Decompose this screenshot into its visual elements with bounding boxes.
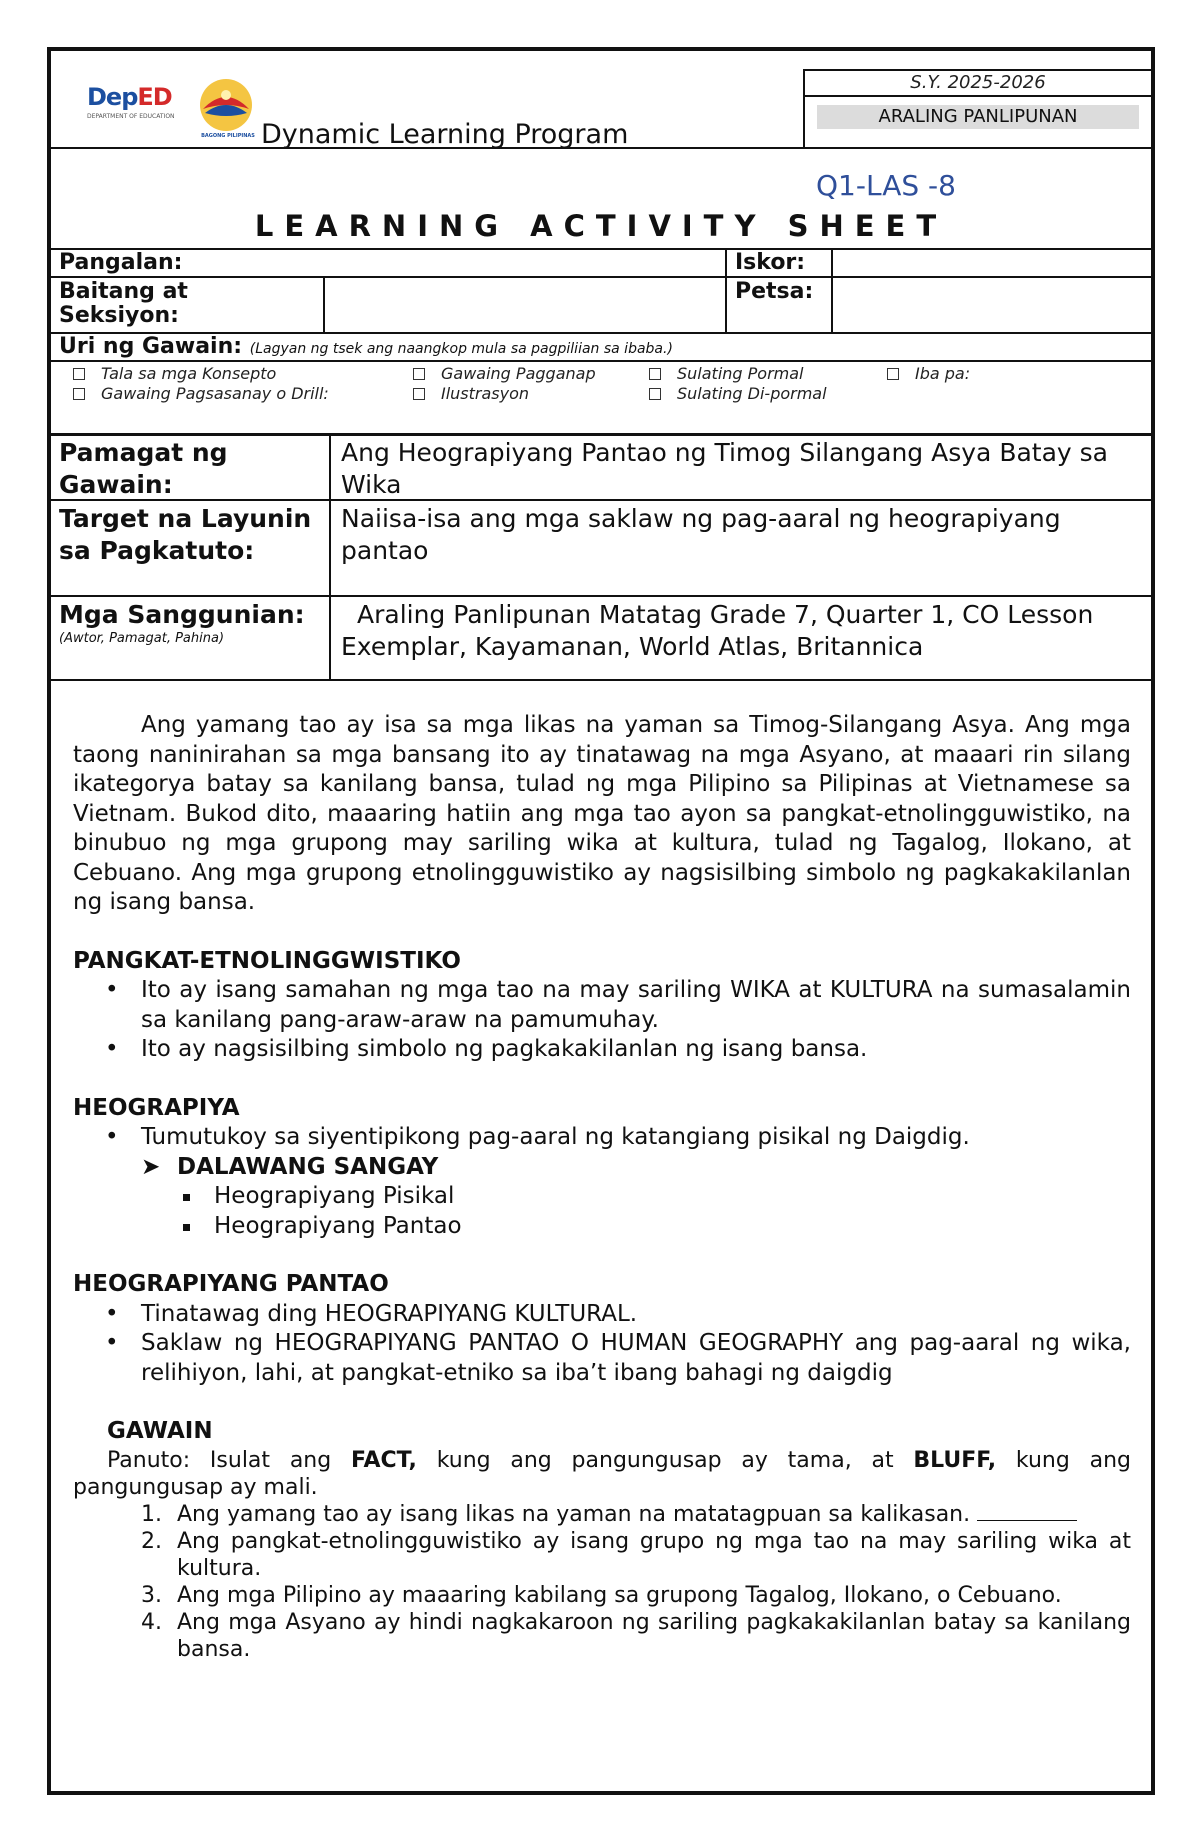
activity-item [141, 1501, 1131, 1528]
panuto-bluff: BLUFF, [913, 1447, 997, 1473]
option-iba-pa[interactable] [887, 364, 970, 384]
uri-label: Uri ng Gawain: [59, 334, 243, 359]
panuto-text: kung ang pangungusap ay tama, at [436, 1447, 894, 1473]
baitang-field[interactable] [325, 278, 723, 332]
baitang-label: Baitang at Seksiyon: [59, 279, 188, 328]
school-year: S.Y. 2025-2026 [805, 71, 1151, 97]
option-label: Tala sa mga Konsepto [101, 364, 277, 383]
pangalan-label: Pangalan: [59, 250, 183, 275]
iskor-label: Iskor: [735, 250, 806, 275]
option-tala[interactable] [73, 364, 276, 384]
heading-heograpiya: HEOGRAPIYA [73, 1094, 240, 1121]
checkbox-icon[interactable] [649, 368, 661, 380]
activity-items [73, 1501, 1131, 1663]
row-pangalan [51, 250, 1151, 278]
petsa-field[interactable] [833, 278, 1149, 332]
list-item: • Tumutukoy sa siyentipikong pag-aaral ng katangiang pisikal ng Daigdig. [141, 1123, 1131, 1153]
sanggunian-value: Araling Panlipunan Matatag Grade 7, Quarter 1, CO Lesson Exemplar, Kayamanan, World Atlas, Britannica [341, 600, 1094, 661]
checkbox-icon[interactable] [413, 368, 425, 380]
panuto-text: Panuto: Isulat ang [107, 1447, 332, 1473]
intro-paragraph: Ang yamang tao ay isa sa mga likas na yaman sa Timog-Silangang Asya. Ang mga taong naninirahan sa mga bansang ito ay tinatawag na mga Asyano, at maaari rin silang ikategorya batay sa kanilang bansa, tulad ng mga Pilipino sa Pilipinas at Vietnamese sa Vietnam. Bukod dito, maaaring hatiin ang mga tao ayon sa pangkat-etnolingguwistiko, na binubuo ng mga grupong may sariling wika at kultura, tulad ng Tagalog, Ilokano, at Cebuano. Ang mga grupong etnolingguwistiko ay nagsisilbing simbolo ng pagkakakilanlan ng isang bansa. [73, 712, 1131, 915]
list-item: • Saklaw ng HEOGRAPIYANG PANTAO O HUMAN GEOGRAPHY ang pag-aaral ng wika, relihiyon, lahi, at pangkat-etniko sa iba’t ibang bahagi ng daigdig [141, 1329, 1131, 1388]
page-frame [47, 47, 1155, 1795]
pamagat-value: Ang Heograpiyang Pantao ng Timog Silangang Asya Batay sa Wika [341, 438, 1108, 499]
program-title: Dynamic Learning Program [261, 119, 629, 150]
activity-details [51, 433, 1151, 681]
checkbox-icon[interactable] [413, 388, 425, 400]
option-label: Sulating Pormal [677, 364, 804, 383]
activity-item [141, 1609, 1131, 1663]
list-item: • Ito ay nagsisilbing simbolo ng pagkakakilanlan ng isang bansa. [141, 1035, 1131, 1065]
petsa-label: Petsa: [735, 279, 814, 304]
row-target [51, 501, 1151, 597]
row-pamagat [51, 435, 1151, 501]
option-label: Ilustrasyon [441, 384, 530, 403]
sheet-title: LEARNING ACTIVITY SHEET [254, 209, 948, 243]
sanggunian-label: Mga Sanggunian: [59, 600, 305, 629]
deped-logo: DepED DEPARTMENT OF EDUCATION [87, 83, 175, 120]
panuto [73, 1447, 1131, 1501]
arrow-icon: ➤ [141, 1153, 161, 1180]
option-gawaing-pagganap[interactable] [413, 364, 596, 384]
gawain-heading: GAWAIN [107, 1418, 213, 1444]
heograpiya-list [73, 1123, 1131, 1153]
logo-caption: BAGONG PILIPINAS [201, 133, 255, 139]
sangay-heading [73, 1153, 1131, 1183]
las-code: Q1-LAS -8 [816, 169, 956, 202]
pantao-list [73, 1300, 1131, 1389]
activity-type-options [51, 362, 1151, 436]
row-uri [51, 334, 1151, 362]
item-number: 2. [141, 1528, 162, 1554]
row-baitang [51, 278, 1151, 334]
sangay-item: Heograpiyang Pisikal [73, 1182, 1131, 1212]
checkbox-icon[interactable] [649, 388, 661, 400]
option-label: Gawaing Pagganap [441, 364, 596, 383]
lesson-content [73, 711, 1131, 1663]
option-label: Iba pa: [915, 364, 971, 383]
uri-label-line [51, 334, 1151, 362]
item-text: Ang mga Pilipino ay maaaring kabilang sa grupong Tagalog, Ilokano, o Cebuano. [177, 1582, 1062, 1608]
item-number: 3. [141, 1582, 162, 1608]
bagong-pilipinas-logo [193, 75, 261, 145]
sangay-label: DALAWANG SANGAY [177, 1153, 439, 1180]
student-info [51, 248, 1151, 436]
panuto-fact: FACT, [351, 1447, 417, 1473]
pangalan-field[interactable] [197, 250, 723, 276]
target-label: Target na Layunin sa Pagkatuto: [51, 501, 331, 595]
panuto-text: kung ang pangungusap ay mali. [73, 1447, 1131, 1500]
option-label: Gawaing Pagsasanay o Drill: [101, 384, 329, 403]
item-text: Ang pangkat-etnolingguwistiko ay isang grupo ng mga tao na may sariling wika at kultura. [177, 1528, 1131, 1581]
option-sulating-pormal[interactable] [649, 364, 804, 384]
option-drill[interactable] [73, 384, 329, 404]
item-number: 1. [141, 1501, 162, 1527]
checkbox-icon[interactable] [73, 368, 85, 380]
item-number: 4. [141, 1609, 162, 1635]
option-label: Sulating Di-pormal [677, 384, 827, 403]
uri-note: (Lagyan ng tsek ang naangkop mula sa pagpiliian sa ibaba.) [249, 341, 673, 357]
item-text: Ang mga Asyano ay hindi nagkakaroon ng sariling pagkakakilanlan batay sa kanilang bansa. [177, 1609, 1131, 1662]
pamagat-label: Pamagat ng Gawain: [51, 435, 331, 499]
item-text: Ang yamang tao ay isang likas na yaman na matatagpuan sa kalikasan. [177, 1501, 971, 1527]
list-item: • Ito ay isang samahan ng mga tao na may sariling WIKA at KULTURA na sumasalamin sa kanilang pang-araw-araw na pamumuhay. [141, 976, 1131, 1035]
checkbox-icon[interactable] [73, 388, 85, 400]
answer-blank[interactable] [977, 1501, 1077, 1521]
row-sanggunian [51, 597, 1151, 681]
school-year-box [803, 69, 1151, 149]
checkbox-icon[interactable] [887, 368, 899, 380]
sanggunian-sub: (Awtor, Pamagat, Pahina) [59, 631, 225, 646]
option-sulating-di-pormal[interactable] [649, 384, 827, 404]
sangay-item: Heograpiyang Pantao [73, 1212, 1131, 1242]
target-value: Naiisa-isa ang mga saklaw ng pag-aaral ng heograpiyang pantao [341, 504, 1061, 565]
heading-pangkat: PANGKAT-ETNOLINGGWISTIKO [73, 947, 461, 974]
sanggunian-cell [51, 597, 331, 679]
header [51, 51, 1151, 149]
subject-label: ARALING PANLIPUNAN [817, 105, 1139, 129]
heading-heograpiyang-pantao: HEOGRAPIYANG PANTAO [73, 1271, 389, 1297]
pangkat-list [73, 976, 1131, 1065]
list-item: • Tinatawag ding HEOGRAPIYANG KULTURAL. [141, 1300, 1131, 1330]
iskor-field[interactable] [833, 250, 1149, 276]
option-ilustrasyon[interactable] [413, 384, 529, 404]
activity-item [141, 1582, 1131, 1609]
activity-item [141, 1528, 1131, 1582]
